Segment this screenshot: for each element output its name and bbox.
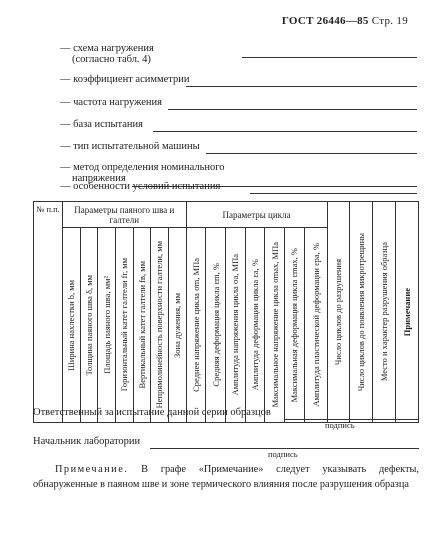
test-parameters-table (33, 201, 419, 423)
field-test-base: — база испытания (60, 119, 143, 130)
col-header-cycles-to-failure: Число циклов до разрушения (327, 202, 350, 423)
col-header-number: № п.п. (34, 202, 63, 423)
col-header-horizontal-leg: Горизонтальный катет галтели fг, мм (115, 228, 133, 423)
field-label-cont: (согласно табл. 4) (72, 54, 151, 65)
field-load-scheme (60, 43, 154, 65)
field-label: — схема нагружения (60, 43, 154, 54)
responsible-label: Ответственный за испытание данной серии образцов (33, 407, 271, 418)
field-label: — метод определения номинального (60, 162, 225, 173)
field-machine-type: — тип испытательной машины (60, 141, 200, 152)
field-line (153, 131, 417, 132)
col-header-straightness: Непрямолинейность поверхности галтели, мм (151, 228, 169, 423)
note-text: В графе «Примечание» следует указывать дефекты, обнаруженные в паяном шве и зоне термического влияния после разрушения образца (33, 464, 419, 490)
col-header-overlap-width: Ширина нахлестки b, мм (63, 228, 81, 423)
group-header-seam: Параметры паяного шва и галтели (63, 202, 186, 228)
col-header-vertical-leg: Вертикальный катет галтели fв, мм (133, 228, 151, 423)
page-number: Стр. 19 (371, 15, 408, 27)
col-header-seam-area: Площадь паяного шва, мм² (98, 228, 116, 423)
col-header-zone: Зона дужения, мм (168, 228, 186, 423)
col-header-mean-strain: Средняя деформация цикла εm, % (206, 228, 226, 423)
standard-number: ГОСТ 26446—85 (281, 15, 369, 27)
col-header-max-strain: Максимальная деформация цикла εmax, % (285, 228, 305, 423)
group-header-cycle: Параметры цикла (186, 202, 327, 228)
field-frequency: — частота нагружения (60, 97, 162, 108)
field-line (206, 153, 417, 154)
field-line (242, 57, 417, 58)
page-header (282, 15, 408, 27)
signature-caption: подпись (268, 449, 298, 459)
col-header-plastic-strain: Амплитуда пластической деформации εpa, % (304, 228, 327, 423)
footnote (33, 462, 419, 492)
col-header-mean-stress: Среднее напряжение цикла σm, МПа (186, 228, 206, 423)
field-test-conditions: — особенности условий испытания (60, 181, 221, 192)
field-line (250, 193, 417, 194)
col-header-remark: Примечание (395, 202, 418, 423)
col-header-failure-location: Место и характер разрушения образца (373, 202, 396, 423)
field-asymmetry: — коэффициент асимметрии (60, 74, 190, 85)
field-line (168, 109, 417, 110)
col-header-max-stress: Максимальное напряжение цикла σmax, МПа (265, 228, 285, 423)
lab-head-label: Начальник лаборатории (33, 436, 141, 447)
note-title: Примечание. (55, 464, 129, 475)
field-label-cont: напряжения (72, 173, 126, 184)
col-header-strain-amplitude: Амплитуда деформации цикла εa, % (245, 228, 265, 423)
col-header-stress-amplitude: Амплитуда напряжения цикла σa, МПа (225, 228, 245, 423)
signature-caption: подпись (325, 420, 355, 430)
col-header-seam-thickness: Толщина паяного шва δ, мм (80, 228, 98, 423)
col-header-cycles-to-crack: Число циклов до появления микротрещины (350, 202, 373, 423)
field-line (186, 86, 417, 87)
